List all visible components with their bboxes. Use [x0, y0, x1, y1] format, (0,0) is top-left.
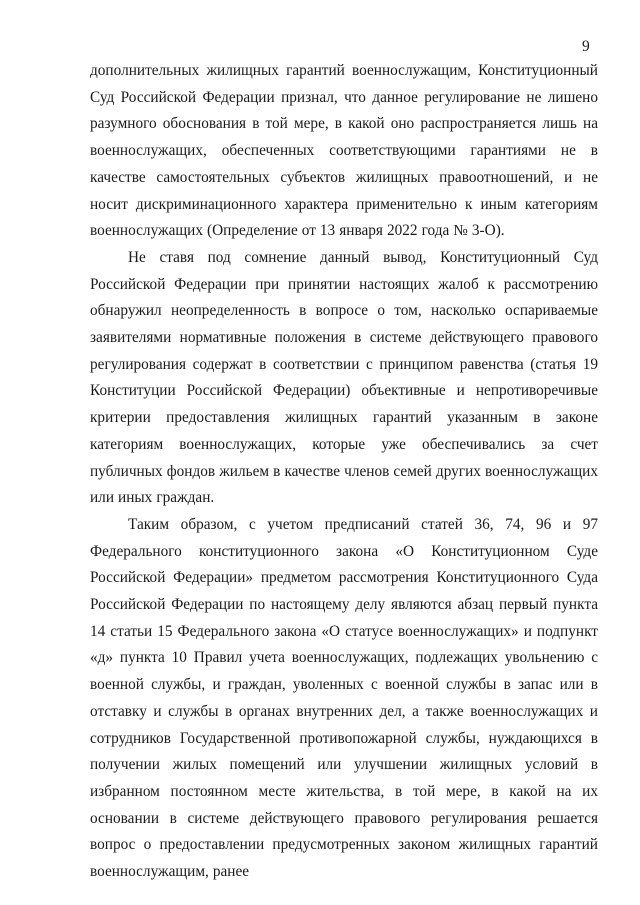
paragraph: Не ставя под сомнение данный вывод, Конституционный Суд Российской Федерации при принятии настоящих жалоб к рассмотрению обнаружил неопределенность в вопросе о том, насколько оспариваемые заявителями нормативные положения в системе действующего правового регулирования содержат в соответствии с принципом равенства (статья 19 Конституции Российской Федерации) объективные и непротиворечивые критерии предоставления жилищных гарантий указанным в законе категориям военнослужащих, которые уже обеспечивались за счет публичных фондов жильем в качестве членов семей других военнослужащих или иных граждан. — [90, 248, 598, 507]
paragraph: Таким образом, с учетом предписаний статей 36, 74, 96 и 97 Федерального конституционного закона «О Конституционном Суде Российской Федерации» предметом рассмотрения Конституционного Суда Российской Федерации по настоящему делу являются абзац первый пункта 14 статьи 15 Федерального закона «О статусе военнослужащих» и подпункт «д» пункта 10 Правил учета военнослужащих, подлежащих увольнению с военной службы, и граждан, уволенных с военной службы в запас или в отставку и службы в органах внутренних дел, а также военнослужащих и сотрудников Государственной противопожарной службы, нуждающихся в получении жилых помещений или улучшении жилищных условий в избранном постоянном месте жительства, в той мере, в какой на их основании в системе действующего правового регулирования решается вопрос о предоставлении предусмотренных законом жилищных гарантий военнослужащим, ранее — [90, 515, 598, 881]
page-number: 9 — [582, 38, 590, 55]
paragraph-continuation: дополнительных жилищных гарантий военнослужащим, Конституционный Суд Российской Федерации признал, что данное регулирование не лишено разумного обоснования в той мере, в какой оно распространяется лишь на военнослужащих, обеспеченных соответствующими гарантиями не в качестве самостоятельных субъектов жилищных правоотношений, и не носит дискриминационного характера применительно к иным категориям военнослужащих (Определение от 13 января 2022 года № 3-О). — [90, 62, 598, 240]
document-body — [90, 58, 598, 886]
